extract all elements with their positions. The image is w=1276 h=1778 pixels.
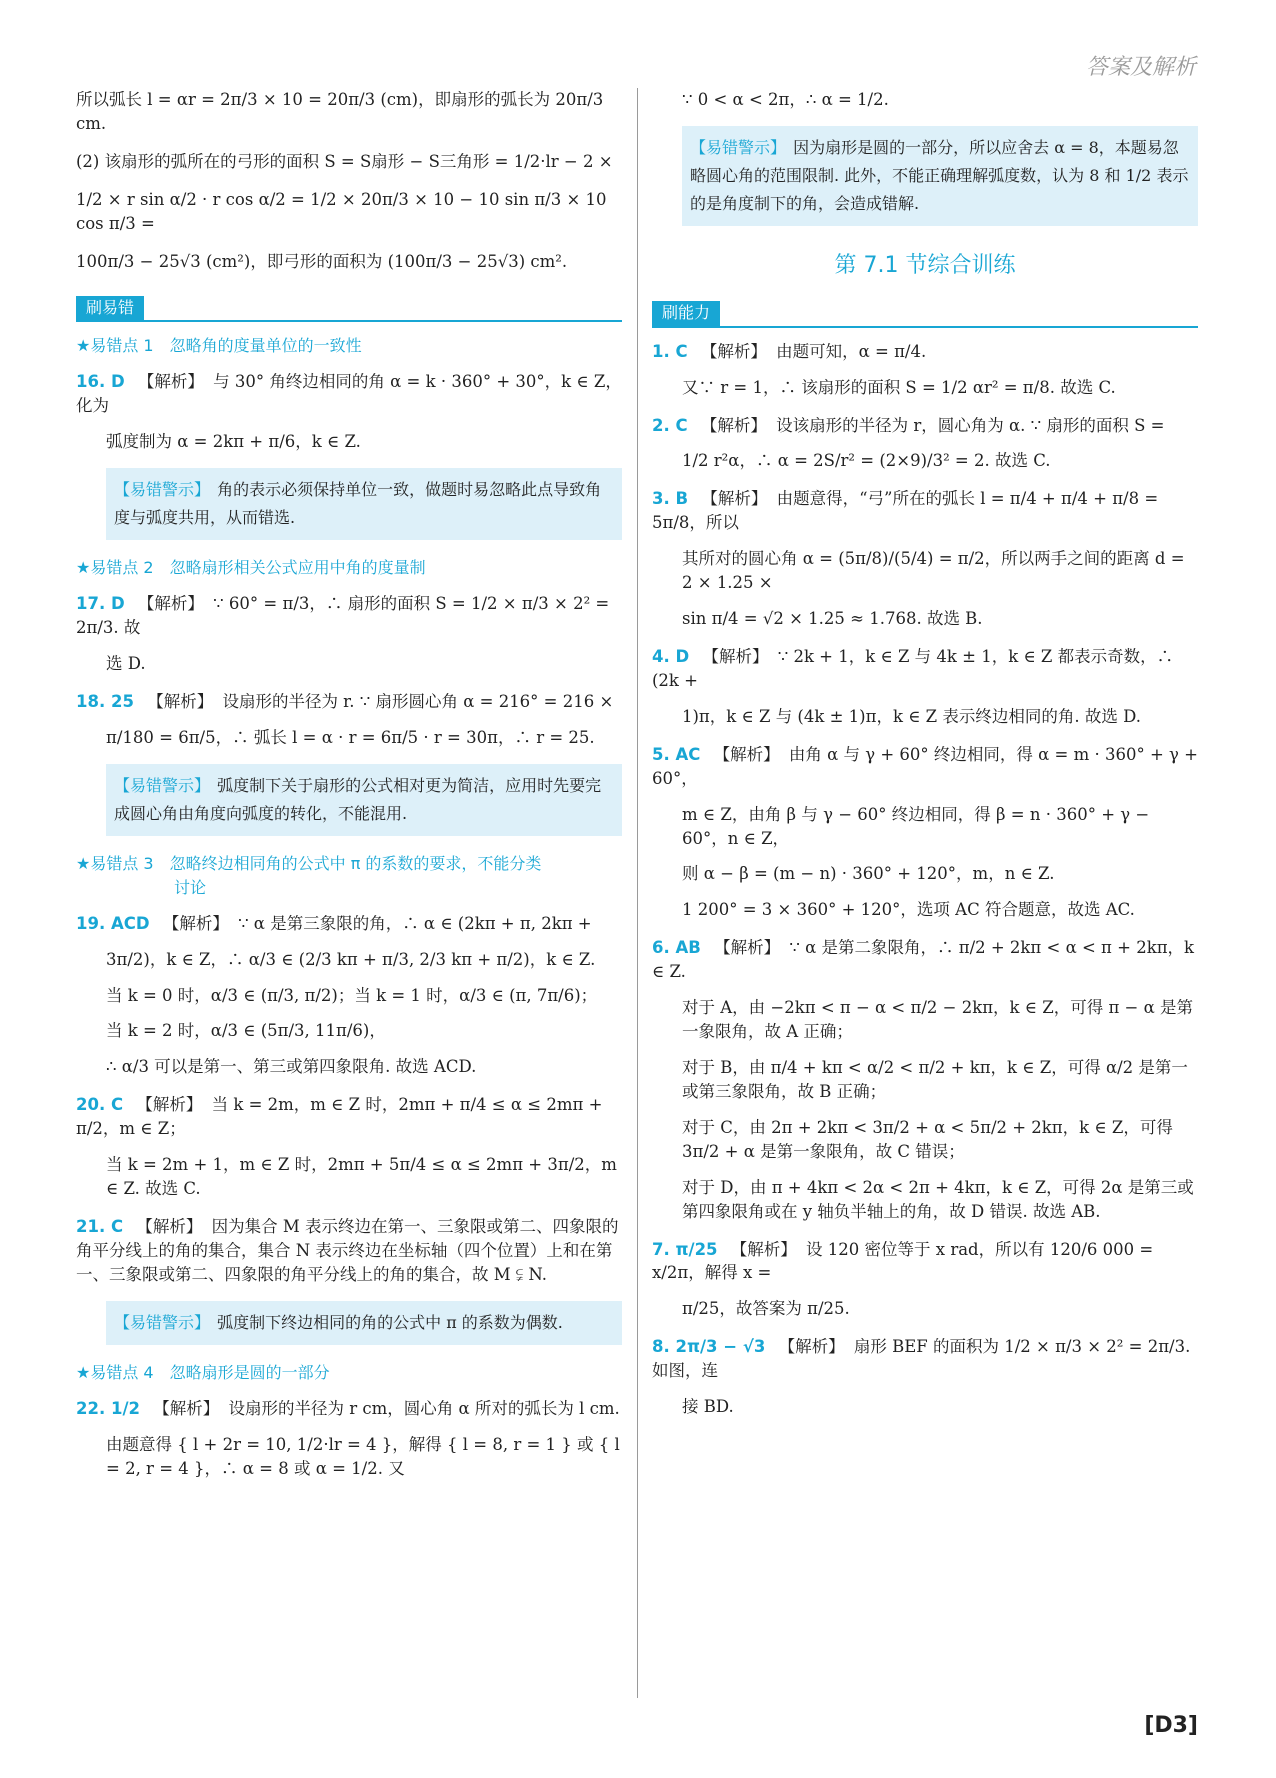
page-number: [D3]: [1144, 1713, 1198, 1738]
left-column: [76, 88, 622, 1495]
question-19: [76, 912, 622, 1080]
answer-text: 设 120 密位等于 x rad，所以有 120/6 000 = x/2π，解得 x =: [652, 1239, 1154, 1283]
question-number: 7. π/25: [652, 1239, 718, 1259]
answer-text: ∵ 60° = π/3，∴ 扇形的面积 S = 1/2 × π/3 × 2² = 2π/3. 故: [76, 594, 610, 638]
question-20: [76, 1093, 622, 1201]
analysis-tag: 【解析】: [700, 341, 767, 361]
answer-text: 对于 B，由 π/4 + kπ < α/2 < π/2 + kπ，k ∈ Z，可得 α/2 是第一或第三象限角，故 B 正确；: [682, 1058, 1188, 1101]
question-8: [652, 1335, 1198, 1419]
answer-text: π/25，故答案为 π/25.: [682, 1299, 850, 1319]
error-warning-box: [682, 126, 1198, 226]
answer-text: 选 D.: [106, 653, 146, 673]
analysis-tag: 【解析】: [136, 1095, 203, 1115]
error-point-4: ★易错点 4 忽略扇形是圆的一部分: [76, 1362, 330, 1382]
answer-text: 弧度制为 α = 2kπ + π/6，k ∈ Z.: [106, 432, 361, 452]
answer-text: 由题意得，“弓”所在的弧长 l = π/4 + π/4 + π/8 = 5π/8，所以: [652, 489, 1159, 533]
analysis-tag: 【解析】: [702, 647, 769, 667]
question-number: 5. AC: [652, 744, 701, 764]
analysis-tag: 【解析】: [162, 913, 229, 933]
question-number: 4. D: [652, 647, 690, 667]
error-point-3-line-2: 讨论: [174, 877, 207, 897]
error-point-3: [76, 852, 622, 900]
answer-text: 3π/2)，k ∈ Z，∴ α/3 ∈ (2/3 kπ + π/3, 2/3 kπ + π/2)，k ∈ Z.: [106, 949, 596, 969]
answer-text: 由题意得 { l + 2r = 10, 1/2·lr = 4 }，解得 { l = 8, r = 1 } 或 { l = 2, r = 4 }，∴ α = 8 或 α = 1/2. 又: [106, 1434, 620, 1478]
column-divider: [637, 88, 638, 1698]
analysis-tag: 【解析】: [713, 744, 780, 764]
section-bar-errors: [76, 296, 622, 323]
question-number: 19. ACD: [76, 913, 150, 933]
warning-label: 【易错警示】: [114, 1312, 211, 1332]
intro-line-3: 1/2 × r sin α/2 · r cos α/2 = 1/2 × 20π/3 × 10 − 10 sin π/3 × 10 cos π/3 =: [76, 189, 607, 233]
page-header: 答案及解析: [1085, 55, 1196, 80]
question-22: [76, 1397, 622, 1481]
question-6: [652, 936, 1198, 1223]
question-number: 22. 1/2: [76, 1398, 140, 1418]
question-number: 2. C: [652, 415, 688, 435]
section-title: 第 7.1 节综合训练: [834, 252, 1016, 278]
section-label: 刷易错: [76, 296, 144, 321]
answer-text: 设该扇形的半径为 r，圆心角为 α. ∵ 扇形的面积 S =: [776, 415, 1165, 435]
answer-text: 设扇形的半径为 r cm，圆心角 α 所对的弧长为 l cm.: [228, 1398, 620, 1418]
answer-text: 1)π，k ∈ Z 与 (4k ± 1)π，k ∈ Z 表示终边相同的角. 故选 D.: [682, 706, 1141, 726]
question-number: 8. 2π/3 − √3: [652, 1337, 766, 1357]
answer-text: ∴ α/3 可以是第一、第三或第四象限角. 故选 ACD.: [106, 1057, 477, 1077]
answer-text: 由角 α 与 γ + 60° 终边相同，得 α = m · 360° + γ + 60°，: [652, 744, 1198, 788]
answer-text: ∵ 2k + 1，k ∈ Z 与 4k ± 1，k ∈ Z 都表示奇数，∴ (2k +: [652, 647, 1174, 690]
answer-text: ∵ α 是第二象限角，∴ π/2 + 2kπ < α < π + 2kπ，k ∈ Z.: [652, 938, 1195, 982]
answer-text: 对于 A，由 −2kπ < π − α < π/2 − 2kπ，k ∈ Z，可得 π − α 是第一象限角，故 A 正确；: [682, 998, 1194, 1042]
analysis-tag: 【解析】: [730, 1239, 797, 1259]
analysis-tag: 【解析】: [136, 1217, 203, 1236]
warning-text: 角的表示必须保持单位一致，做题时易忽略此点导致角度与弧度共用，从而错选.: [114, 480, 602, 528]
warning-text: 弧度制下终边相同的角的公式中 π 的系数为偶数.: [217, 1312, 563, 1332]
question-18: [76, 690, 622, 750]
answer-text: 当 k = 2m，m ∈ Z 时，2mπ + π/4 ≤ α ≤ 2mπ + π/2，m ∈ Z；: [76, 1095, 603, 1139]
warning-text: 弧度制下关于扇形的公式相对更为简洁，应用时先要完成圆心角由角度向弧度的转化，不能混用.: [114, 775, 602, 823]
answer-text: 当 k = 0 时，α/3 ∈ (π/3, π/2)；当 k = 1 时，α/3 ∈ (π, 7π/6)；: [106, 985, 598, 1005]
question-5: [652, 743, 1198, 923]
answer-text: 对于 D，由 π + 4kπ < 2α < 2π + 4kπ，k ∈ Z，可得 2α 是第三或第四象限角或在 y 轴负半轴上的角，故 D 错误. 故选 AB.: [682, 1177, 1194, 1221]
answer-text: π/180 = 6π/5，∴ 弧长 l = α · r = 6π/5 · r = 30π，∴ r = 25.: [106, 727, 595, 747]
question-number: 3. B: [652, 489, 689, 509]
question-number: 6. AB: [652, 938, 701, 958]
question-number: 18. 25: [76, 691, 134, 711]
intro-line-1: 所以弧长 l = αr = 2π/3 × 10 = 20π/3 (cm)，即扇形的弧长为 20π/3 cm.: [76, 90, 604, 133]
error-point-1: ★易错点 1 忽略角的度量单位的一致性: [76, 336, 362, 356]
question-number: 20. C: [76, 1095, 124, 1115]
question-7: [652, 1238, 1198, 1322]
warning-label: 【易错警示】: [114, 775, 211, 795]
question-21: [76, 1215, 622, 1287]
answer-text: 1 200° = 3 × 360° + 120°，选项 AC 符合题意，故选 AC.: [682, 900, 1135, 920]
question-number: 17. D: [76, 594, 125, 614]
analysis-tag: 【解析】: [701, 489, 768, 509]
error-point-3-line-1: ★易错点 3 忽略终边相同角的公式中 π 的系数的要求，不能分类: [76, 853, 542, 873]
analysis-tag: 【解析】: [700, 415, 767, 435]
answer-text: ∵ α 是第三象限的角，∴ α ∈ (2kπ + π, 2kπ +: [238, 913, 592, 933]
answer-text: 由题可知，α = π/4.: [776, 341, 927, 361]
question-2: [652, 414, 1198, 474]
answer-text: 当 k = 2m + 1，m ∈ Z 时，2mπ + 5π/4 ≤ α ≤ 2mπ + 3π/2，m ∈ Z. 故选 C.: [106, 1155, 617, 1199]
question-1: [652, 340, 1198, 400]
question-4: [652, 645, 1198, 729]
question-number: 16. D: [76, 372, 125, 392]
right-column: [652, 88, 1198, 1433]
continued-line: ∵ 0 < α < 2π，∴ α = 1/2.: [682, 90, 889, 109]
answer-text: 设扇形的半径为 r. ∵ 扇形圆心角 α = 216° = 216 ×: [222, 691, 614, 711]
answer-text: m ∈ Z，由角 β 与 γ − 60° 终边相同，得 β = n · 360° + γ − 60°，n ∈ Z，: [682, 804, 1150, 848]
answer-text: 对于 C，由 2π + 2kπ < 3π/2 + α < 5π/2 + 2kπ，k ∈ Z，可得 3π/2 + α 是第一象限角，故 C 错误；: [682, 1117, 1173, 1161]
answer-text: 因为集合 M 表示终边在第一、三象限或第二、四象限的角平分线上的角的集合，集合 N 表示终边在坐标轴（四个位置）上和在第一、三象限或第二、四象限的角平分线上的角的集合，故 M ⫋ N.: [76, 1217, 619, 1284]
question-number: 21. C: [76, 1217, 124, 1236]
intro-line-4: 100π/3 − 25√3 (cm²)，即弓形的面积为 (100π/3 − 25√3) cm².: [76, 251, 568, 271]
answer-text: 当 k = 2 时，α/3 ∈ (5π/3, 11π/6)，: [106, 1021, 386, 1041]
error-point-2: ★易错点 2 忽略扇形相关公式应用中角的度量制: [76, 558, 426, 578]
answer-text: 1/2 r²α，∴ α = 2S/r² = (2×9)/3² = 2. 故选 C.: [682, 451, 1051, 471]
analysis-tag: 【解析】: [137, 372, 204, 392]
answer-text: 其所对的圆心角 α = (5π/8)/(5/4) = π/2，所以两手之间的距离 d = 2 × 1.25 ×: [682, 549, 1185, 593]
analysis-tag: 【解析】: [153, 1398, 220, 1418]
question-16: [76, 370, 622, 454]
analysis-tag: 【解析】: [778, 1337, 845, 1357]
error-warning-box: [106, 1301, 622, 1345]
analysis-tag: 【解析】: [714, 938, 781, 958]
question-17: [76, 592, 622, 676]
answer-text: 接 BD.: [682, 1397, 734, 1417]
section-label: 刷能力: [652, 301, 720, 326]
error-warning-box: [106, 468, 622, 540]
question-3: [652, 487, 1198, 631]
answer-text: 又∵ r = 1，∴ 该扇形的面积 S = 1/2 αr² = π/8. 故选 C.: [682, 377, 1116, 397]
answer-text: 与 30° 角终边相同的角 α = k · 360° + 30°，k ∈ Z，化为: [76, 372, 622, 416]
question-number: 1. C: [652, 341, 688, 361]
error-warning-box: [106, 764, 622, 836]
answer-text: 则 α − β = (m − n) · 360° + 120°，m，n ∈ Z.: [682, 864, 1055, 884]
warning-label: 【易错警示】: [114, 480, 211, 500]
intro-line-2: (2) 该扇形的弧所在的弓形的面积 S = S扇形 − S三角形 = 1/2·lr − 2 ×: [76, 151, 613, 171]
warning-text: 因为扇形是圆的一部分，所以应舍去 α = 8，本题易忽略圆心角的范围限制. 此外，不能正确理解弧度数，认为 8 和 1/2 表示的是角度制下的角，会造成错解.: [690, 137, 1189, 213]
analysis-tag: 【解析】: [137, 594, 204, 614]
warning-label: 【易错警示】: [690, 137, 787, 157]
answer-text: sin π/4 = √2 × 1.25 ≈ 1.768. 故选 B.: [682, 609, 983, 629]
analysis-tag: 【解析】: [147, 691, 214, 711]
answer-text: 扇形 BEF 的面积为 1/2 × π/3 × 2² = 2π/3. 如图，连: [652, 1337, 1191, 1381]
section-bar-ability: [652, 301, 1198, 328]
